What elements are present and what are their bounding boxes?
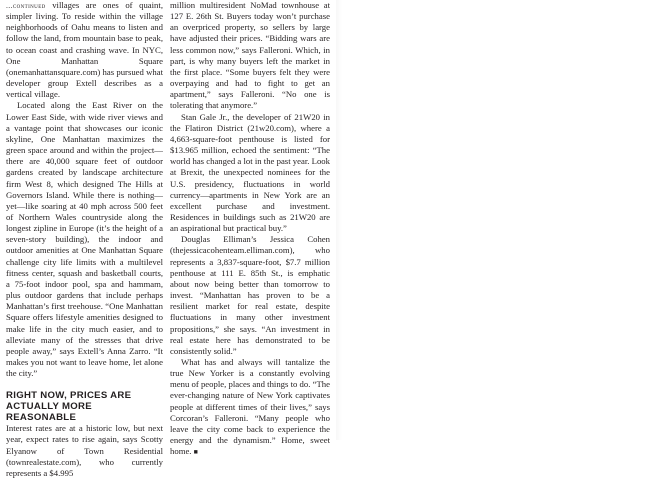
paragraph-new-yorker: [170, 357, 330, 458]
continued-label: ...continued: [6, 1, 46, 10]
section-heading: RIGHT NOW, PRICES ARE ACTUALLY MORE REASONABLE: [6, 390, 132, 424]
paragraph-new-yorker-text: What has and always will tantalize the true New Yorker is a constantly evolving menu of people, places and things to do. “The ever-changing nature of New York captivates people at different times of their lives,” says Corcoran’s Falleroni. “Many people who leave the city come back to experience the energy and the dynamism.” Home, sweet home.: [170, 357, 330, 457]
paragraph-interest-rates: Interest rates are at a historic low, but next year, expect rates to rise again, says Scotty Elyanow of Town Residential (townrealestate.com), who currently represents a $4.995: [6, 423, 163, 478]
page-edge-shadow: [336, 0, 660, 440]
end-mark-icon: ■: [193, 448, 198, 457]
right-column: [170, 0, 330, 458]
paragraph-nomad-townhouse: million multiresident NoMad townhouse at 127 E. 26th St. Buyers today won’t purchase an overpriced property, so sellers by large have adjusted their prices. “Bidding wars are less common now,” says Falleroni. Which, in part, is why many buyers left the market in the first place. “Some buyers felt they were overpaying and had to fight to get an apartment,” says Falleroni. “No one is tolerating that anymore.”: [170, 0, 330, 111]
paragraph-villages: [6, 0, 163, 100]
paragraph-jessica-cohen: Douglas Elliman’s Jessica Cohen (thejessicacohenteam.elliman.com), who represents a 3,837-square-foot, $7.7 million penthouse at 111 E. 85th St., is emphatic about now being better than tomorrow to invest. “Manhattan has proven to be a resilient market for real estate, despite fluctuations in many other investment propositions,” she says. “An investment in real estate here has demonstrated to be consistently solid.”: [170, 234, 330, 356]
paragraph-villages-text: villages are ones of quaint, simpler living. To reside within the village neighborhoods of Oahu means to listen and follow the land, from mountain base to peak, to ocean coast and crashing wave. In NYC, One Manhattan Square (onemanhattansquare.com) has pursued what developer group Extell describes as a vertical village.: [6, 0, 163, 100]
paragraph-east-river: Located along the East River on the Lower East Side, with wide river views and a vantage point that showcases our iconic skyline, One Manhattan maximizes the green space around and within the project—there are 40,000 square feet of outdoor gardens created by landscape architecture firm West 8, which designed The Hills at Governors Island. While there is nothing—yet—like soaring at 40 mph across 500 feet of Northern Wales countryside along the longest zipline in Europe (it’s the height of a seven-story building), the indoor and outdoor amenities at One Manhattan Square challenge city life limits with a multilevel fitness center, squash and basketball courts, a 75-foot indoor pool, spa and hammam, plus outdoor gardens that include perhaps Manhattan’s first treehouse. “One Manhattan Square offers lifestyle amenities designed to make life in the city much easier, and to alleviate many of the stresses that drive people away,” says Extell’s Anna Zarro. “It makes you not want to leave home, let alone the city.”: [6, 100, 163, 379]
paragraph-21w20: Stan Gale Jr., the developer of 21W20 in the Flatiron District (21w20.com), where a 4,663-square-foot penthouse is listed for $13.965 million, echoed the sentiment: “The world has changed a lot in the past year. Look at Brexit, the unexpected nominees for the U.S. presidency, fluctuations in world currency—apartments in New York are an excellent purchase and investment. Residences in buildings such as 21W20 are an aspirational but practical buy.”: [170, 111, 330, 234]
left-column: [6, 0, 163, 479]
